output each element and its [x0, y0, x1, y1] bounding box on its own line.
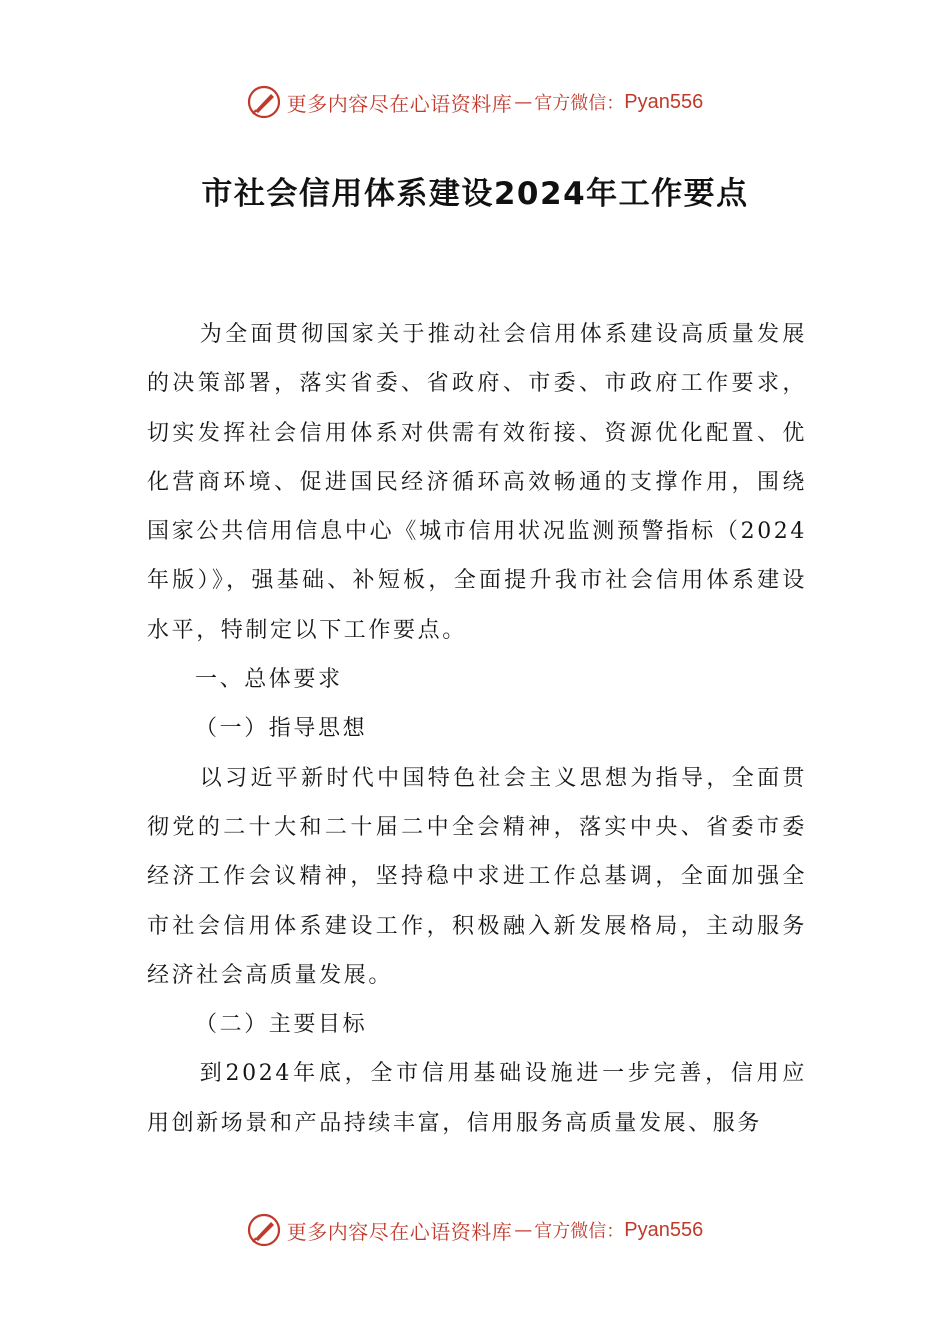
watermark-dash: — — [514, 1219, 533, 1241]
watermark-text: 更多内容尽在心语资料库 — [286, 91, 513, 116]
watermark-id: Pyan556 — [624, 1218, 704, 1241]
watermark-header — [0, 82, 950, 122]
quill-logo-icon — [247, 85, 281, 119]
subsection-heading-1: （一）指导思想 — [195, 716, 368, 742]
section-heading-1: 一、总体要求 — [195, 667, 343, 693]
watermark-id: Pyan556 — [624, 90, 704, 113]
document-body — [147, 310, 807, 1148]
quill-logo-icon — [247, 1213, 281, 1247]
watermark-footer — [0, 1210, 950, 1250]
watermark-subtext: 官方微信： — [534, 93, 625, 114]
document-title: 市社会信用体系建设2024年工作要点 — [201, 176, 749, 212]
watermark-subtext: 官方微信： — [534, 1221, 625, 1242]
intro-paragraph: 为全面贯彻国家关于推动社会信用体系建设高质量发展的决策部署，落实省委、省政府、市委、市政府工作要求，切实发挥社会信用体系对供需有效衔接、资源优化配置、优化营商环境、促进国民经济循环高效畅通的支撑作用，围绕国家公共信用信息中心《城市信用状况监测预警指标（2024年版）》，强基础、补短板，全面提升我市社会信用体系建设水平，特制定以下工作要点。 — [147, 322, 807, 643]
watermark-text: 更多内容尽在心语资料库 — [286, 1219, 513, 1244]
watermark-dash: — — [514, 91, 533, 113]
subsection-heading-2: （二）主要目标 — [195, 1012, 368, 1038]
guiding-thought-paragraph: 以习近平新时代中国特色社会主义思想为指导，全面贯彻党的二十大和二十届二中全会精神，落实中央、省委市委经济工作会议精神，坚持稳中求进工作总基调，全面加强全市社会信用体系建设工作，积极融入新发展格局，主动服务经济社会高质量发展。 — [147, 765, 807, 988]
main-goals-paragraph: 到2024年底，全市信用基础设施进一步完善，信用应用创新场景和产品持续丰富，信用服务高质量发展、服务 — [147, 1061, 807, 1136]
